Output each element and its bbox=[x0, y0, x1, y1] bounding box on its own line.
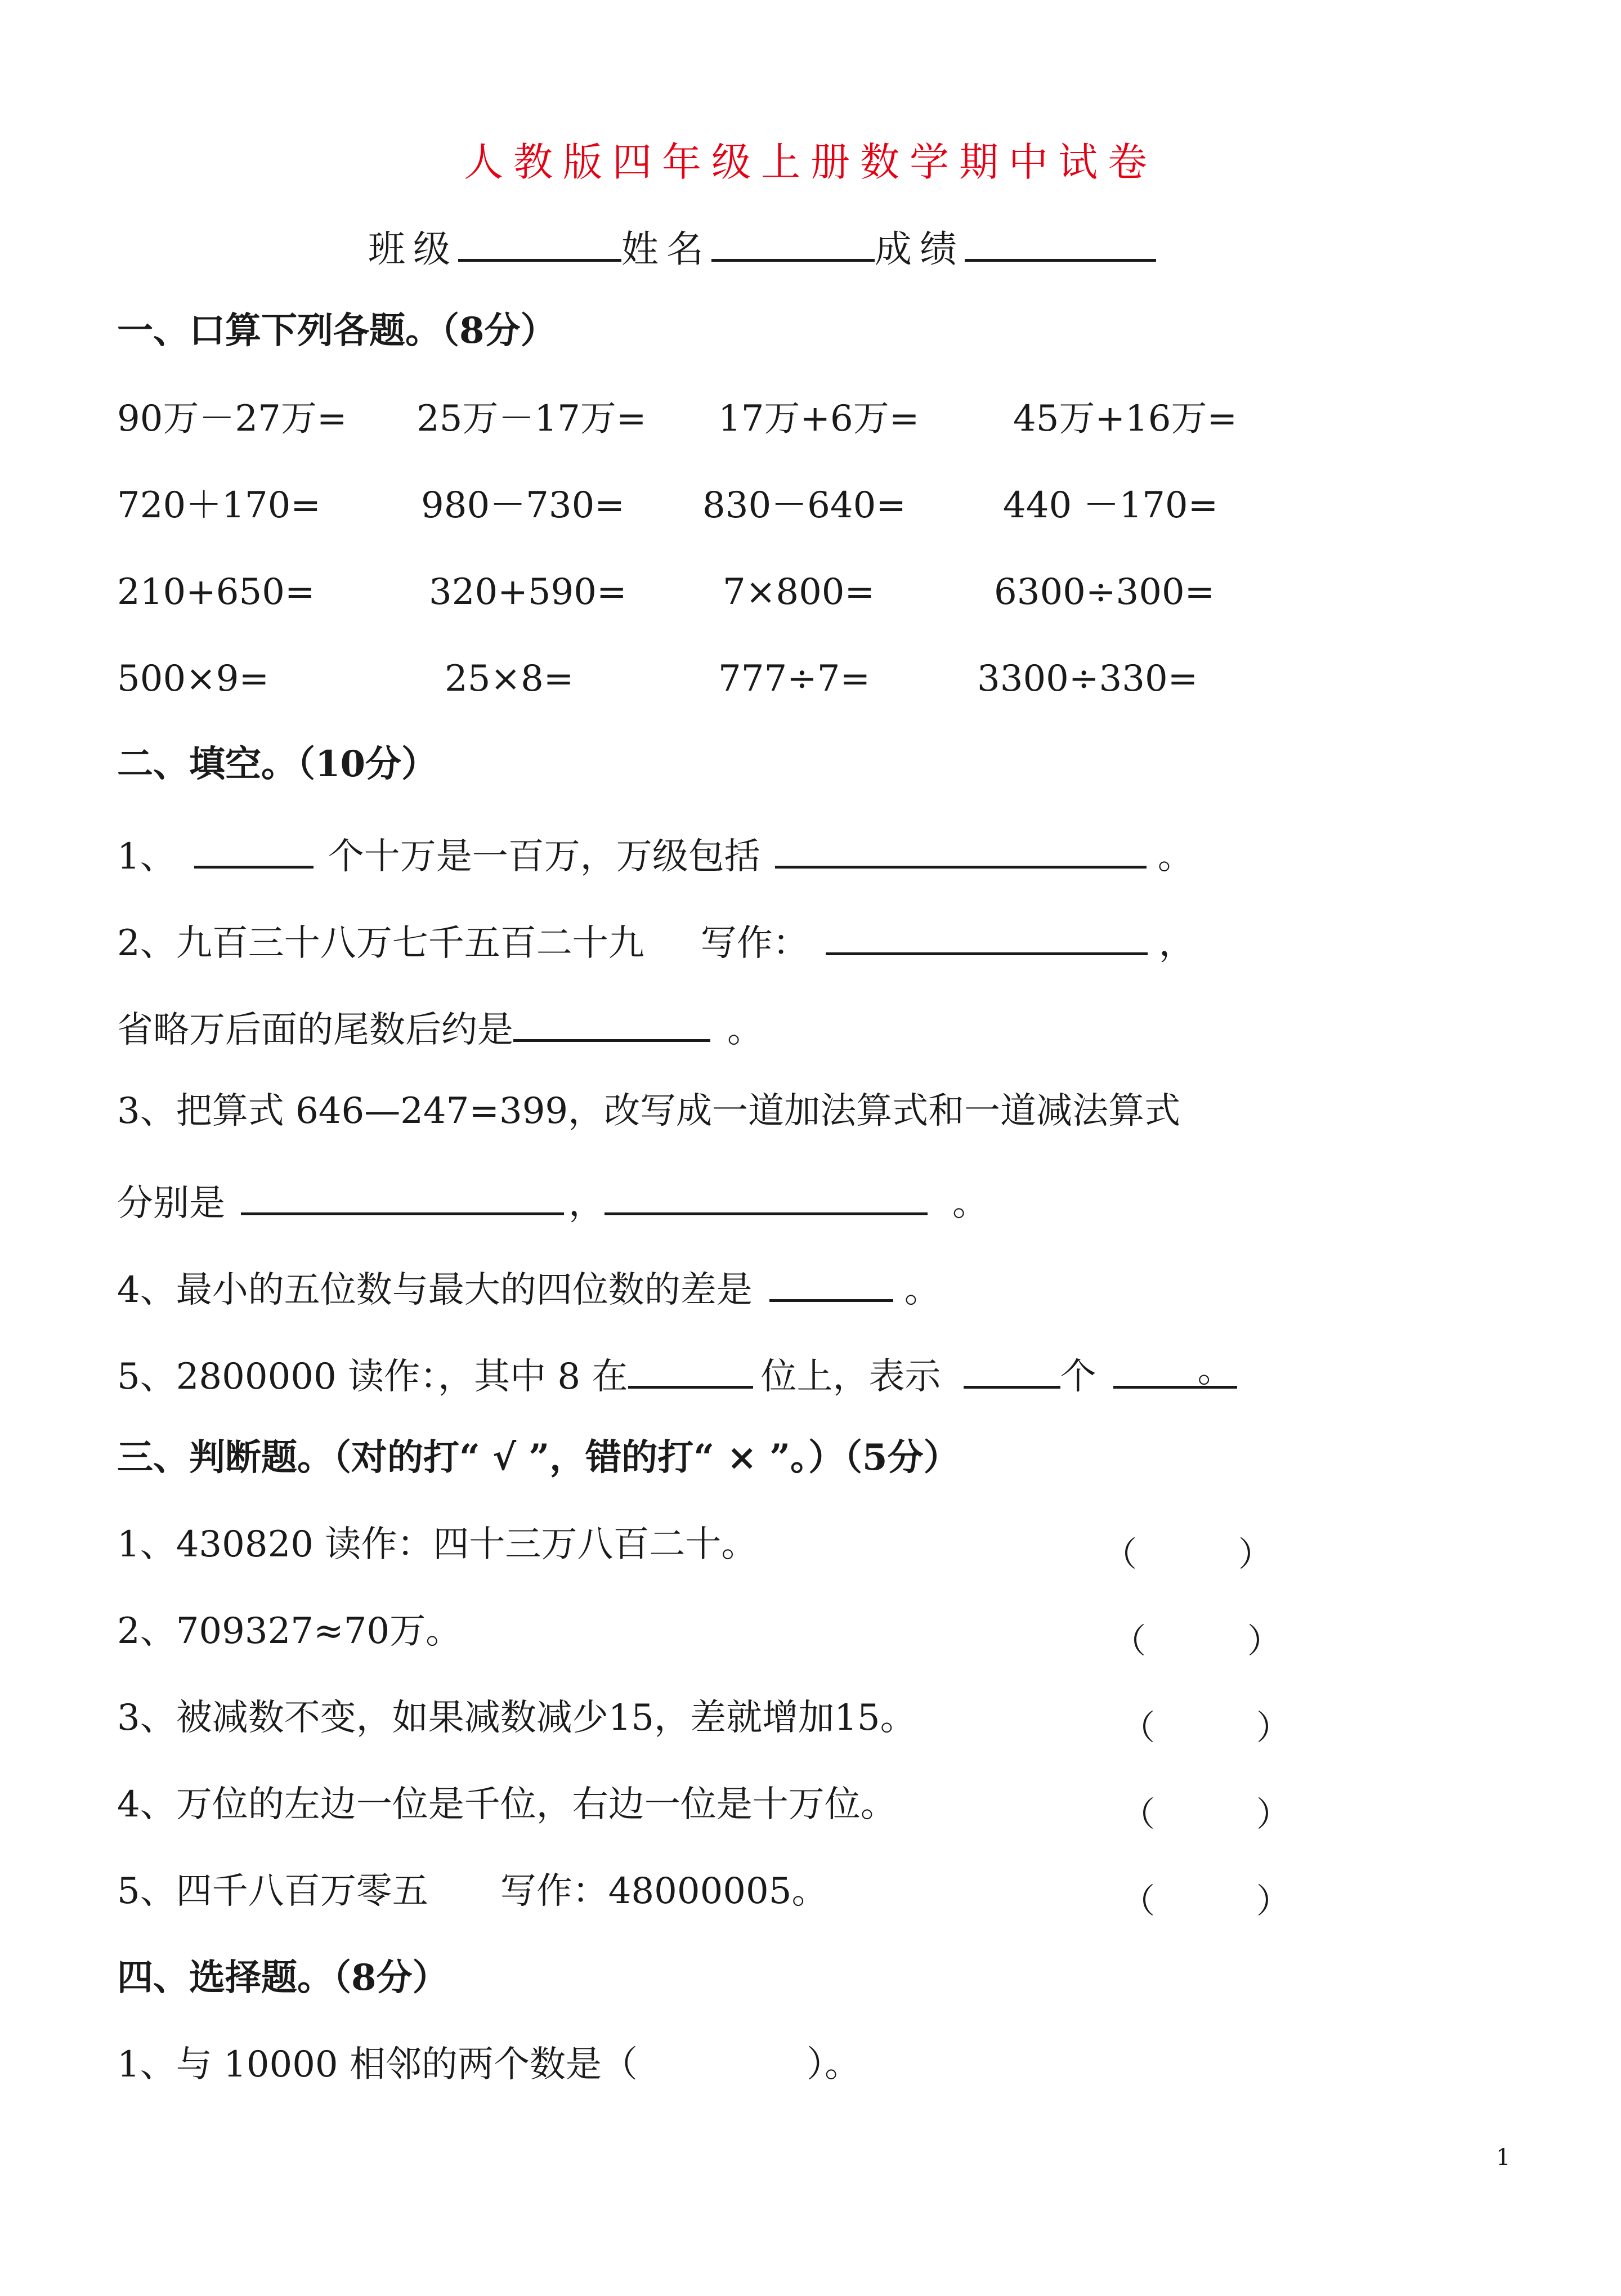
choice-q1-text: 1、与 10000 相邻的两个数是（ bbox=[117, 2044, 638, 2085]
calc-r2c3: 830－640= bbox=[702, 485, 906, 526]
q3b-comma: ， bbox=[568, 1183, 604, 1224]
fill-question-2 bbox=[117, 920, 1195, 964]
q2-blank-b[interactable] bbox=[513, 1006, 710, 1042]
page-number: 1 bbox=[1496, 2145, 1511, 2170]
q1-text: 个十万是一百万，万级包括 bbox=[328, 836, 760, 878]
calc-r1c3: 17万+6万= bbox=[718, 398, 920, 440]
calc-r1c4: 45万+16万= bbox=[1013, 398, 1238, 440]
q5-text: 5、2800000 读作：，其中 8 在 bbox=[117, 1356, 628, 1398]
q1-number: 1、 bbox=[117, 836, 176, 878]
fill-question-5 bbox=[117, 1349, 1237, 1398]
judge-item-4: 4、万位的左边一位是千位，右边一位是十万位。 bbox=[117, 1784, 897, 1825]
q1-end: 。 bbox=[1157, 836, 1194, 878]
calc-r3c1: 210+650= bbox=[117, 571, 315, 613]
q5-blank-a[interactable] bbox=[628, 1353, 753, 1389]
q5-end: 。 bbox=[1197, 1349, 1234, 1391]
calc-r1c1: 90万－27万= bbox=[117, 398, 347, 440]
section-4-heading: 四、选择题。（8分） bbox=[117, 1957, 449, 1999]
q5-blank-b[interactable] bbox=[964, 1353, 1060, 1389]
q5-blank-c[interactable] bbox=[1113, 1349, 1237, 1391]
score-label: 成绩 bbox=[875, 227, 965, 271]
q2b-end: 。 bbox=[727, 1009, 763, 1051]
fill-question-3b bbox=[117, 1180, 988, 1224]
fill-question-4 bbox=[117, 1266, 941, 1311]
judge-answer-5[interactable]: （ ） bbox=[1121, 1882, 1290, 1921]
q4-text: 4、最小的五位数与最大的四位数的差是 bbox=[117, 1269, 753, 1311]
score-blank[interactable] bbox=[965, 226, 1156, 262]
judge-item-1: 1、430820 读作：四十三万八百二十。 bbox=[117, 1524, 758, 1565]
q1-blank-a[interactable] bbox=[194, 833, 314, 869]
calc-r3c2: 320+590= bbox=[429, 571, 627, 613]
judge-answer-3[interactable]: （ ） bbox=[1121, 1708, 1290, 1748]
q2-comma: ， bbox=[1158, 923, 1195, 964]
calc-r2c4: 440 －170= bbox=[1003, 485, 1219, 526]
q2b-text: 省略万后面的尾数后约是 bbox=[117, 1009, 513, 1051]
fill-question-3: 3、把算式 646—247=399，改写成一道加法算式和一道减法算式 bbox=[117, 1090, 1181, 1132]
page-title: 人教版四年级上册数学期中试卷 bbox=[464, 139, 1157, 185]
calc-r3c4: 6300÷300= bbox=[994, 571, 1215, 613]
name-label: 姓名 bbox=[621, 227, 711, 271]
calc-r4c3: 777÷7= bbox=[718, 658, 871, 700]
q2-text: 2、九百三十八万七千五百二十九 bbox=[117, 923, 644, 964]
calc-r4c1: 500×9= bbox=[117, 658, 270, 700]
judge-item-2: 2、709327≈70万。 bbox=[117, 1610, 462, 1652]
judge-answer-1[interactable]: （ ） bbox=[1103, 1535, 1272, 1574]
calc-r4c2: 25×8= bbox=[445, 658, 574, 700]
class-label: 班级 bbox=[368, 227, 458, 271]
name-blank[interactable] bbox=[711, 226, 875, 262]
q3b-text: 分别是 bbox=[117, 1183, 225, 1224]
judge-item-3: 3、被减数不变，如果减数减少15，差就增加15。 bbox=[117, 1697, 916, 1739]
choice-q1-end: ）。 bbox=[807, 2044, 861, 2085]
judge-item-5: 5、四千八百万零五 写作：48000005。 bbox=[117, 1870, 828, 1912]
calc-r3c3: 7×800= bbox=[723, 571, 875, 613]
q3-blank-a[interactable] bbox=[241, 1180, 564, 1215]
q4-end: 。 bbox=[904, 1269, 941, 1311]
calc-r4c4: 3300÷330= bbox=[977, 658, 1198, 700]
q3b-end: 。 bbox=[952, 1183, 988, 1224]
calc-r2c2: 980－730= bbox=[421, 485, 625, 526]
section-3-heading: 三、判断题。（对的打“ √ ”，错的打“ × ”。）（5分） bbox=[117, 1436, 960, 1479]
calc-r2c1: 720＋170= bbox=[117, 485, 321, 526]
q5-mid: 位上，表示 bbox=[760, 1356, 941, 1398]
section-1-heading: 一、口算下列各题。（8分） bbox=[117, 310, 557, 352]
student-info-row bbox=[368, 226, 1156, 271]
choice-question-1 bbox=[117, 2044, 861, 2085]
fill-question-2b bbox=[117, 1006, 763, 1051]
section-2-heading: 二、填空。（10分） bbox=[117, 743, 438, 785]
q5-ge: 个 bbox=[1060, 1356, 1096, 1398]
q2-blank-a[interactable] bbox=[826, 920, 1148, 955]
fill-question-1 bbox=[117, 833, 1194, 878]
q3-blank-b[interactable] bbox=[604, 1180, 928, 1215]
class-blank[interactable] bbox=[458, 226, 621, 262]
judge-answer-4[interactable]: （ ） bbox=[1121, 1795, 1290, 1834]
judge-answer-2[interactable]: （ ） bbox=[1112, 1622, 1281, 1661]
calc-r1c2: 25万－17万= bbox=[417, 398, 647, 440]
q2-write-label: 写作： bbox=[700, 923, 809, 964]
q1-blank-b[interactable] bbox=[775, 833, 1147, 869]
q4-blank[interactable] bbox=[769, 1266, 893, 1302]
